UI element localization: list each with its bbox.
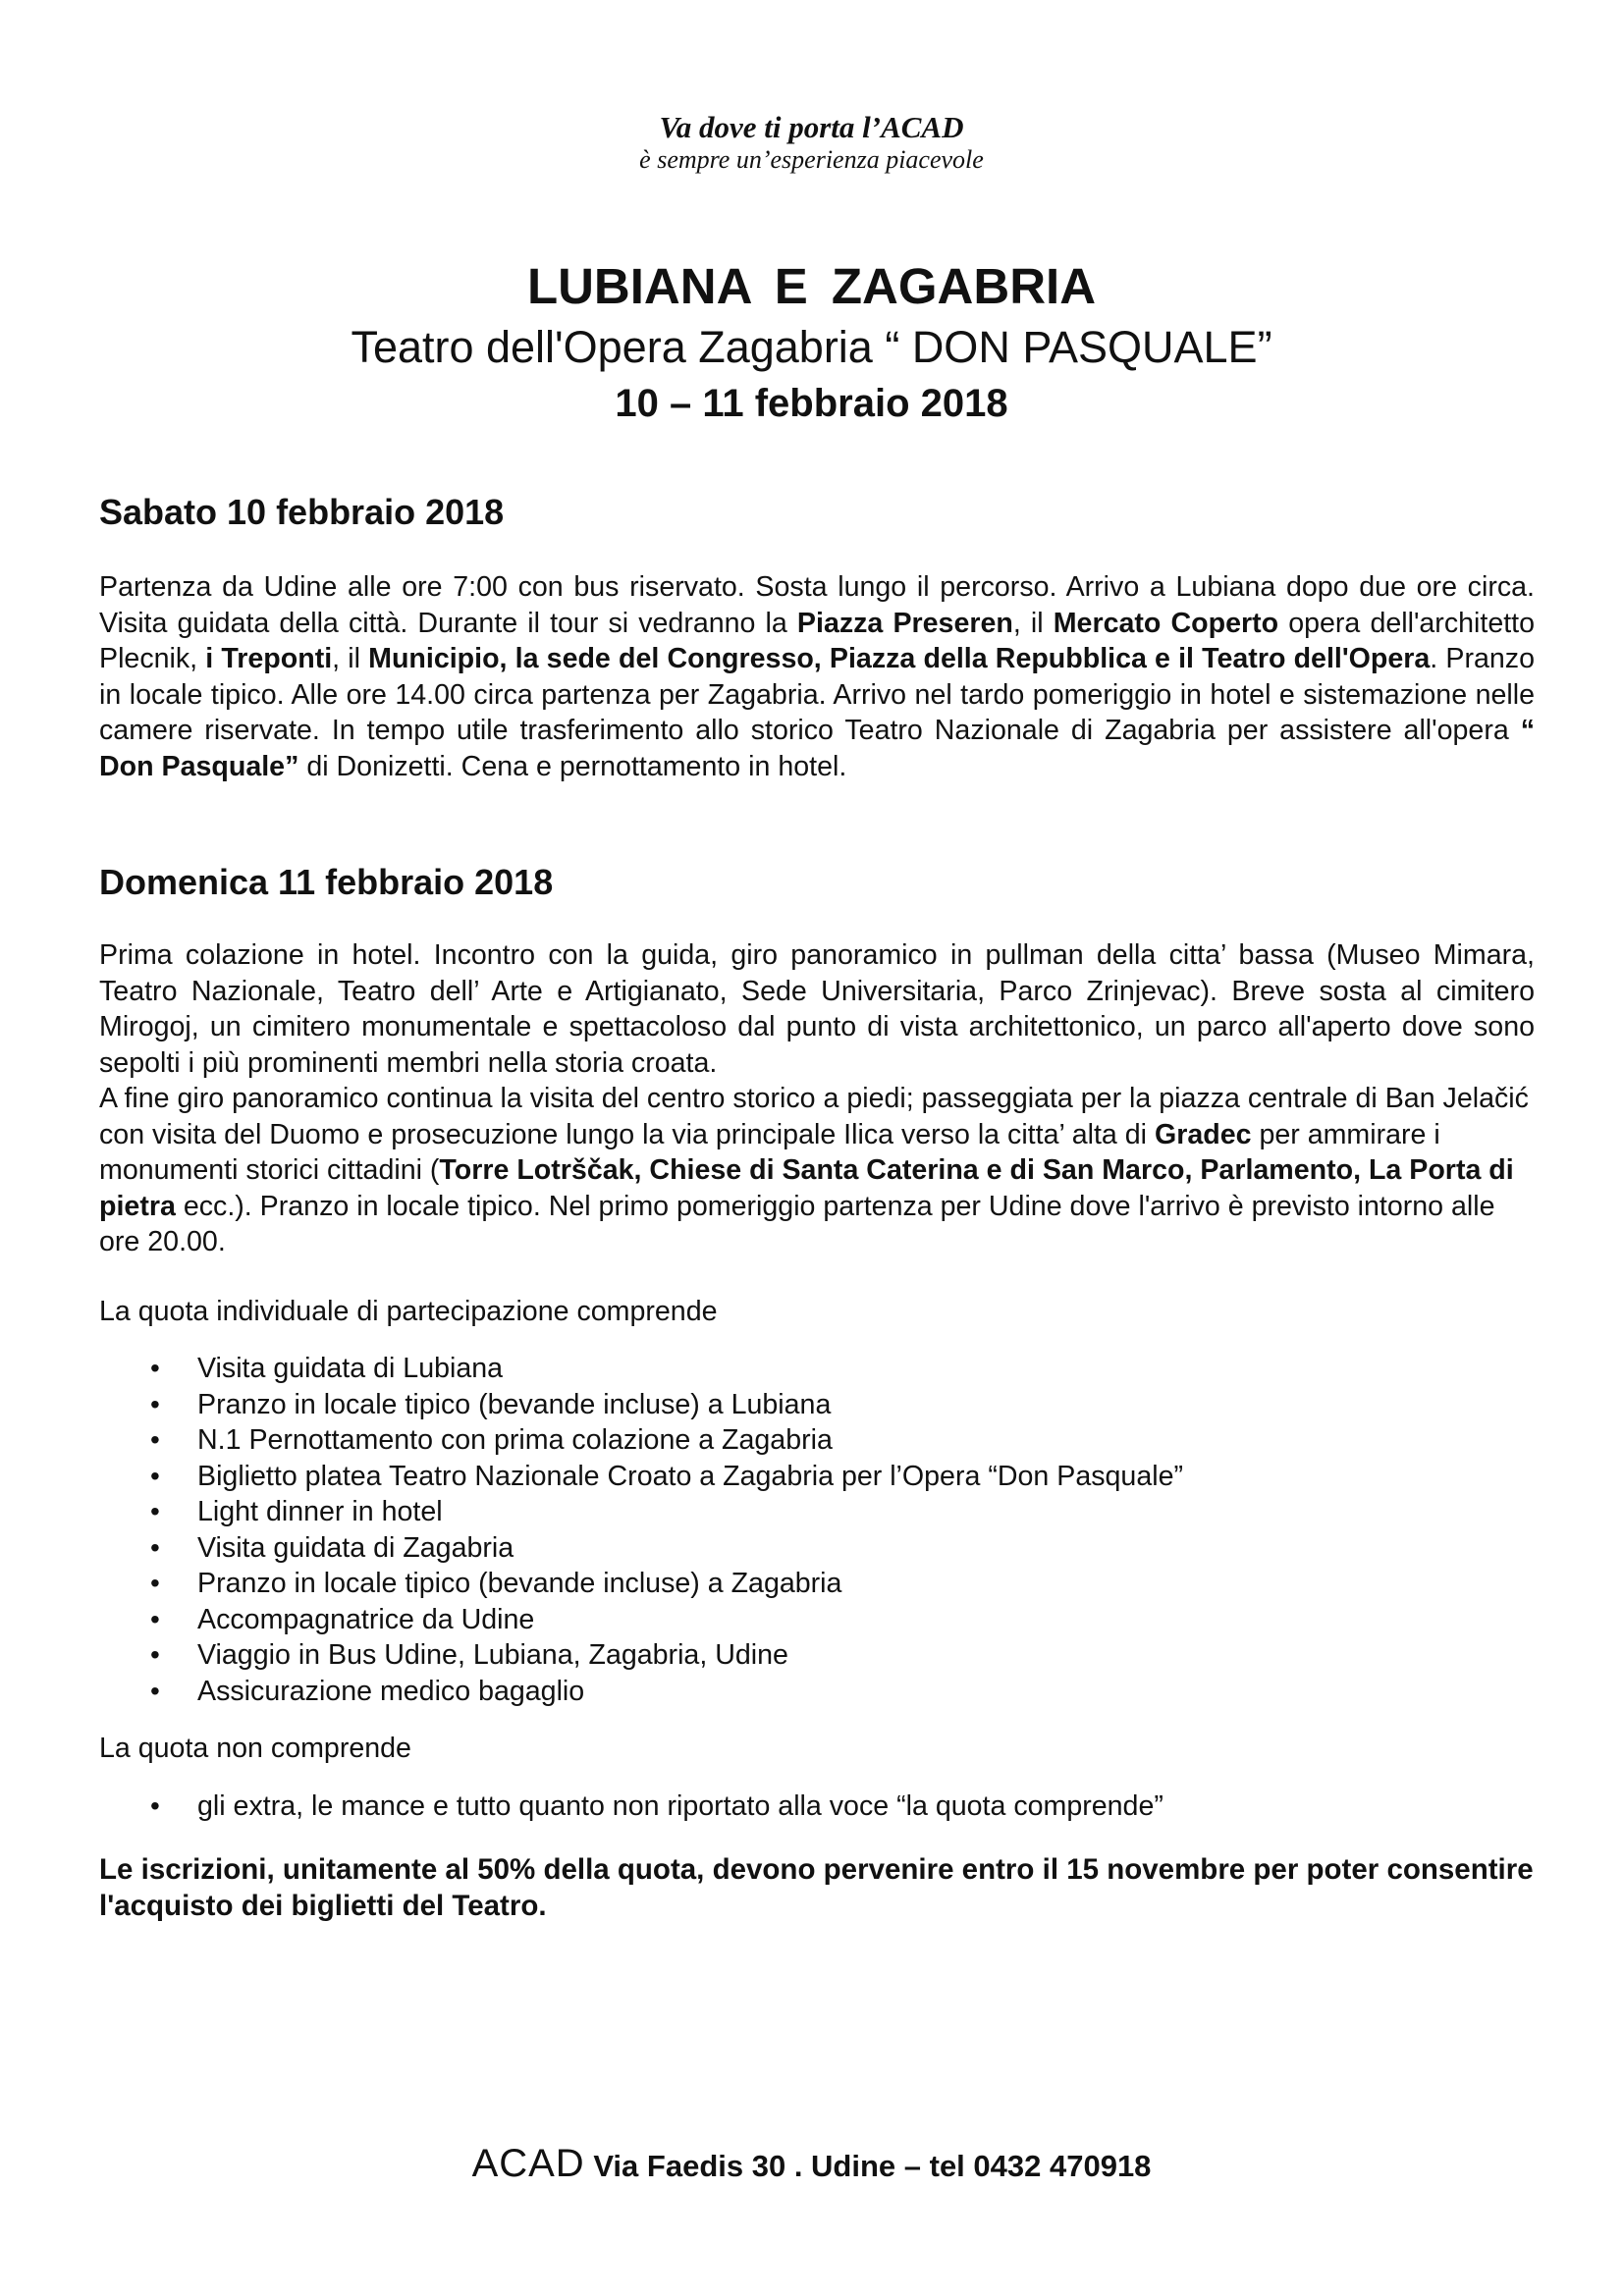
footer-address: Via Faedis 30 . Udine – tel 0432 470918	[584, 2149, 1152, 2183]
day2-description: Prima colazione in hotel. Incontro con la guida, giro panoramico in pullman della citta’ bassa (Museo Mimara, Teatro Nazionale, Teatro dell’ Arte e Artigianato, Sede Universitaria, Parco Zrinjevac). Breve sosta al cimitero Mirogoj, un cimitero monumentale e spettacoloso dal punto di vista architettonico, un parco all'aperto dove sono sepolti i più prominenti membri nella storia croata.	[99, 939, 1535, 1079]
bold-text: Torre Lotrščak, Chiese di Santa Caterina e di San Marco, Parlamento, La Porta di pietra	[99, 1154, 1514, 1222]
bullet-icon: •	[150, 1675, 160, 1706]
day1-section	[99, 491, 1535, 784]
day2-section	[99, 861, 1535, 1924]
list-item-label: Viaggio in Bus Udine, Lubiana, Zagabria, Udine	[197, 1639, 788, 1671]
event-dates: 10 – 11 febbraio 2018	[615, 382, 1008, 425]
tagline	[0, 110, 1623, 175]
bold-text: Municipio, la sede del Congresso, Piazza della Repubblica e il Teatro dell'Opera	[368, 643, 1431, 674]
list-item	[99, 1637, 1535, 1674]
list-item	[99, 1530, 1535, 1567]
tagline-main: Va dove ti porta l’ACAD	[659, 110, 964, 144]
list-item-label: gli extra, le mance e tutto quanto non riportato alla voce “la quota comprende”	[197, 1789, 1163, 1822]
list-item-label: Pranzo in locale tipico (bevande incluse) a Lubiana	[197, 1388, 832, 1420]
list-item	[99, 1789, 1535, 1825]
text-run: A fine giro panoramico continua la visita del centro storico a piedi; passeggiata per la piazza centrale di Ban Jelačić con visita del Duomo e prosecuzione lungo la via principale Ilica verso la citta’ alta di	[99, 1083, 1529, 1150]
list-item	[99, 1387, 1535, 1423]
bullet-icon: •	[150, 1388, 160, 1419]
bullet-icon: •	[150, 1789, 160, 1821]
list-item	[99, 1422, 1535, 1459]
bold-text: Piazza Preseren	[796, 607, 1013, 639]
text-run: , il	[1012, 607, 1054, 639]
list-item-label: Visita guidata di Lubiana	[197, 1353, 504, 1384]
document-subtitle: Teatro dell'Opera Zagabria “ DON PASQUALE”	[351, 322, 1272, 372]
list-item-label: Biglietto platea Teatro Nazionale Croato a Zagabria per l’Opera “Don Pasquale”	[197, 1460, 1184, 1492]
list-item	[99, 1459, 1535, 1495]
bullet-icon: •	[150, 1460, 160, 1491]
day1-heading: Sabato 10 febbraio 2018	[99, 492, 505, 532]
day1-description	[99, 569, 1535, 784]
list-item-label: N.1 Pernottamento con prima colazione a Zagabria	[197, 1424, 833, 1456]
bullet-icon: •	[150, 1424, 160, 1455]
list-item-label: Assicurazione medico bagaglio	[197, 1675, 585, 1707]
list-item-label: Accompagnatrice da Udine	[197, 1603, 535, 1635]
text-run: , il	[332, 643, 369, 674]
list-item	[99, 1566, 1535, 1602]
footer-contact	[0, 2142, 1623, 2186]
excludes-list	[99, 1789, 1535, 1825]
includes-list	[99, 1351, 1535, 1709]
day2-heading: Domenica 11 febbraio 2018	[99, 862, 554, 902]
text-run: Partenza da Udine alle ore 7:00 con bus riservato. Sosta lungo il percorso. Arrivo a Lubiana dopo due ore circa. Visita guidata della città. Durante il tour si vedranno la	[99, 571, 1535, 639]
bullet-icon: •	[150, 1353, 160, 1383]
list-item	[99, 1674, 1535, 1710]
tagline-sub: è sempre un’esperienza piacevole	[639, 145, 984, 174]
text-run: di Donizetti. Cena e pernottamento in hotel.	[298, 750, 847, 782]
list-item	[99, 1494, 1535, 1530]
document-title: LUBIANA E ZAGABRIA	[526, 258, 1097, 314]
text-run: opera dell'architetto Plecnik,	[99, 607, 1536, 674]
registration-notice: Le iscrizioni, unitamente al 50% della quota, devono pervenire entro il 15 novembre per poter consentire l'acquisto dei biglietti del Teatro.	[99, 1853, 1534, 1922]
bullet-icon: •	[150, 1603, 160, 1634]
list-item-label: Pranzo in locale tipico (bevande incluse) a Zagabria	[197, 1568, 842, 1599]
text-run: per ammirare i monumenti storici cittadini (	[99, 1118, 1440, 1186]
text-run: . Pranzo in locale tipico. Alle ore 14.00 circa partenza per Zagabria. Arrivo nel tardo pomeriggio in hotel e sistemazione nelle camere riservate. In tempo utile trasferimento allo storico Teatro Nazionale di Zagabria per assistere all'opera	[99, 643, 1535, 746]
list-item	[99, 1602, 1535, 1638]
bullet-icon: •	[150, 1531, 160, 1563]
bullet-icon: •	[150, 1496, 160, 1526]
bold-text: Mercato Coperto	[1053, 607, 1279, 639]
list-item-label: Visita guidata di Zagabria	[197, 1531, 514, 1564]
footer-brand: ACAD	[471, 2142, 585, 2185]
bullet-icon: •	[150, 1568, 160, 1598]
text-run: ecc.). Pranzo in locale tipico. Nel primo pomeriggio partenza per Udine dove l'arrivo è previsto intorno alle ore 20.00.	[99, 1190, 1495, 1257]
day2-walking-tour	[99, 1081, 1535, 1260]
bold-text: Gradec	[1154, 1118, 1252, 1150]
title-block	[0, 257, 1623, 428]
list-item-label: Light dinner in hotel	[197, 1496, 443, 1527]
list-item	[99, 1351, 1535, 1387]
bold-text: i Treponti	[205, 643, 333, 674]
excludes-heading: La quota non comprende	[99, 1733, 411, 1764]
includes-heading: La quota individuale di partecipazione comprende	[99, 1295, 718, 1327]
bullet-icon: •	[150, 1639, 160, 1670]
bold-text: “ Don Pasquale”	[99, 715, 1535, 782]
